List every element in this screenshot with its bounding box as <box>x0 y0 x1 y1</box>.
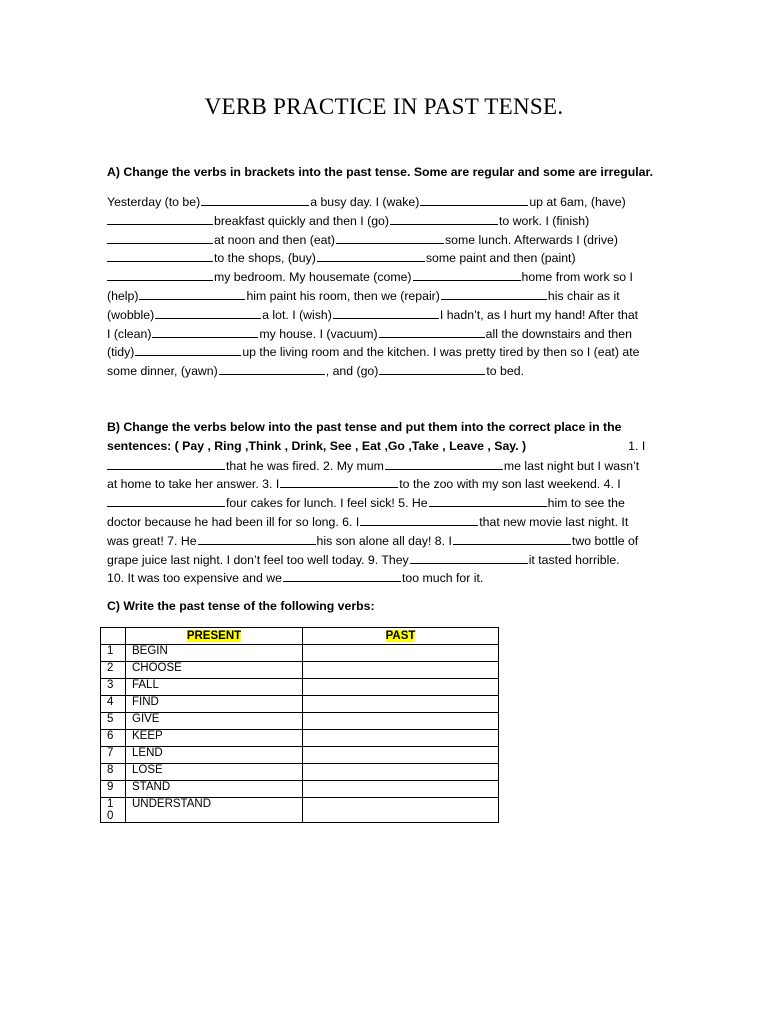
row-number: 1 <box>101 645 126 662</box>
paragraph-line <box>107 550 667 569</box>
table-row <box>101 645 499 662</box>
answer-blank[interactable] <box>198 531 316 545</box>
present-verb: FIND <box>126 696 303 713</box>
section-a-instruction: Change the verbs in brackets into the past tense. Some are regular and some are irregular. <box>119 165 654 179</box>
answer-blank[interactable] <box>139 286 245 300</box>
answer-blank[interactable] <box>219 361 325 375</box>
answer-blank[interactable] <box>333 305 439 319</box>
text-segment: my house. I (vacuum) <box>259 326 378 341</box>
text-segment: too much for it. <box>402 571 484 586</box>
table-row <box>101 747 499 764</box>
answer-blank[interactable] <box>379 361 485 375</box>
present-verb: BEGIN <box>126 645 303 662</box>
row-number: 8 <box>101 764 126 781</box>
table-row <box>101 662 499 679</box>
text-segment: I (clean) <box>107 326 152 341</box>
answer-blank[interactable] <box>280 474 398 488</box>
table-row <box>101 781 499 798</box>
row-number: 4 <box>101 696 126 713</box>
text-segment: that new movie last night. It <box>479 514 629 529</box>
text-segment: up the living room and the kitchen. I was pretty tired by then so I (eat) ate <box>242 345 640 360</box>
past-answer-cell[interactable] <box>303 798 499 823</box>
present-verb: CHOOSE <box>126 662 303 679</box>
present-verb: UNDERSTAND <box>126 798 303 823</box>
answer-blank[interactable] <box>336 230 444 244</box>
paragraph-line <box>107 286 667 305</box>
past-answer-cell[interactable] <box>303 730 499 747</box>
answer-blank[interactable] <box>379 324 485 338</box>
answer-blank[interactable] <box>201 192 309 206</box>
text-segment: some lunch. Afterwards I (drive) <box>445 232 618 247</box>
row-number-part: 0 <box>107 810 114 822</box>
answer-blank[interactable] <box>107 211 213 225</box>
row-number: 6 <box>101 730 126 747</box>
answer-blank[interactable] <box>360 512 478 526</box>
text-segment: that he was fired. 2. My mum <box>226 458 384 473</box>
row-number: 3 <box>101 679 126 696</box>
section-a-paragraph <box>107 192 667 380</box>
text-segment: grape juice last night. I don’t feel too well today. 9. They <box>107 552 409 567</box>
paragraph-line <box>107 211 667 230</box>
page-title: VERB PRACTICE IN PAST TENSE. <box>204 94 564 119</box>
answer-blank[interactable] <box>390 211 498 225</box>
present-column-label: PRESENT <box>186 630 242 642</box>
answer-blank[interactable] <box>385 456 503 470</box>
paragraph-line <box>107 248 667 267</box>
text-segment: (help) <box>107 288 139 303</box>
past-answer-cell[interactable] <box>303 713 499 730</box>
text-segment: some dinner, (yawn) <box>107 364 218 379</box>
past-answer-cell[interactable] <box>303 696 499 713</box>
text-segment: four cakes for lunch. I feel sick! 5. He <box>226 496 428 511</box>
row-number: 2 <box>101 662 126 679</box>
text-segment: to work. I (finish) <box>499 213 590 228</box>
row-number: 9 <box>101 781 126 798</box>
answer-blank[interactable] <box>107 248 213 262</box>
text-segment: all the downstairs and then <box>485 326 632 341</box>
paragraph-line <box>107 342 667 361</box>
table-row <box>101 713 499 730</box>
past-answer-cell[interactable] <box>303 764 499 781</box>
text-segment: to bed. <box>486 364 524 379</box>
text-segment: it tasted horrible. <box>528 552 620 567</box>
paragraph-line <box>107 474 667 493</box>
table-row <box>101 696 499 713</box>
paragraph-line <box>107 305 667 324</box>
past-answer-cell[interactable] <box>303 781 499 798</box>
text-segment: I hadn’t, as I hurt my hand! After that <box>439 307 639 322</box>
paragraph-line <box>107 512 667 531</box>
present-column-header <box>126 628 303 645</box>
text-segment: (tidy) <box>107 345 135 360</box>
section-b-verb-list: sentences: ( Pay , Ring ,Think , Drink, See , Eat ,Go ,Take , Leave , Say. ) <box>107 438 527 453</box>
answer-blank[interactable] <box>155 305 261 319</box>
text-segment: (wobble) <box>107 307 155 322</box>
row-number: 7 <box>101 747 126 764</box>
text-segment: 10. It was too expensive and we <box>107 571 282 586</box>
paragraph-line <box>107 324 667 343</box>
section-a-heading <box>107 165 667 179</box>
present-verb: LEND <box>126 747 303 764</box>
section-c-heading: C) Write the past tense of the following verbs: <box>107 599 375 613</box>
past-column-header <box>303 628 499 645</box>
table-row <box>101 798 499 823</box>
verb-table <box>100 627 499 823</box>
number-column-header <box>101 628 126 645</box>
text-segment: doctor because he had been ill for so long. 6. I <box>107 514 360 529</box>
text-segment: some paint and then (paint) <box>425 251 576 266</box>
paragraph-line <box>107 267 667 286</box>
text-segment: my bedroom. My housemate (come) <box>214 270 412 285</box>
text-segment: at home to take her answer. 3. I <box>107 477 280 492</box>
paragraph-line <box>107 531 667 550</box>
paragraph-line <box>107 361 667 380</box>
answer-blank[interactable] <box>283 568 401 582</box>
answer-blank[interactable] <box>107 493 225 507</box>
text-segment: his son alone all day! 8. I <box>316 533 452 548</box>
text-segment: breakfast quickly and then I (go) <box>214 213 389 228</box>
past-answer-cell[interactable] <box>303 747 499 764</box>
text-segment: me last night but I wasn’t <box>503 458 640 473</box>
text-segment: a lot. I (wish) <box>262 307 332 322</box>
text-segment: a busy day. I (wake) <box>310 195 420 209</box>
answer-blank[interactable] <box>413 267 521 281</box>
answer-blank[interactable] <box>429 493 547 507</box>
text-segment: to the shops, (buy) <box>214 251 316 266</box>
text-segment: up at 6am, (have) <box>529 195 626 209</box>
past-answer-cell[interactable] <box>303 679 499 696</box>
section-b-heading: B) Change the verbs below into the past tense and put them into the correct place in the <box>107 420 622 434</box>
answer-blank[interactable] <box>107 230 213 244</box>
text-segment: 1. I <box>628 438 646 453</box>
row-number-part: 1 <box>107 798 114 810</box>
answer-blank[interactable] <box>441 286 547 300</box>
answer-blank[interactable] <box>107 456 225 470</box>
present-verb: LOSE <box>126 764 303 781</box>
text-segment: to the zoo with my son last weekend. 4. I <box>399 477 621 492</box>
text-segment: , and (go) <box>325 364 379 379</box>
row-number: 5 <box>101 713 126 730</box>
table-row <box>101 730 499 747</box>
text-segment: his chair as it <box>547 288 620 303</box>
answer-blank[interactable] <box>453 531 571 545</box>
paragraph-line <box>107 568 667 587</box>
present-verb: GIVE <box>126 713 303 730</box>
answer-blank[interactable] <box>410 550 528 564</box>
text-segment: two bottle of <box>571 533 639 548</box>
text-segment: was great! 7. He <box>107 533 197 548</box>
text-segment: Yesterday (to be) <box>107 195 201 209</box>
answer-blank[interactable] <box>107 267 213 281</box>
answer-blank[interactable] <box>152 324 258 338</box>
present-verb: FALL <box>126 679 303 696</box>
answer-blank[interactable] <box>420 192 528 206</box>
text-segment: at noon and then (eat) <box>214 232 336 247</box>
present-verb: STAND <box>126 781 303 798</box>
table-row <box>101 764 499 781</box>
section-a-letter: A) <box>107 165 120 179</box>
paragraph-line <box>107 230 667 249</box>
paragraph-line <box>107 456 667 475</box>
past-column-label: PAST <box>385 630 416 642</box>
table-row <box>101 679 499 696</box>
present-verb: KEEP <box>126 730 303 747</box>
row-number <box>101 798 126 823</box>
table-header-row <box>101 628 499 645</box>
text-segment: home from work so I <box>521 270 633 285</box>
text-segment: him paint his room, then we (repair) <box>246 288 440 303</box>
paragraph-line <box>107 493 667 512</box>
section-b-paragraph <box>107 418 667 587</box>
paragraph-line <box>107 437 667 456</box>
answer-blank[interactable] <box>317 248 425 262</box>
past-answer-cell[interactable] <box>303 662 499 679</box>
text-segment: him to see the <box>547 496 625 511</box>
answer-blank[interactable] <box>135 342 241 356</box>
past-answer-cell[interactable] <box>303 645 499 662</box>
paragraph-line <box>107 192 667 211</box>
